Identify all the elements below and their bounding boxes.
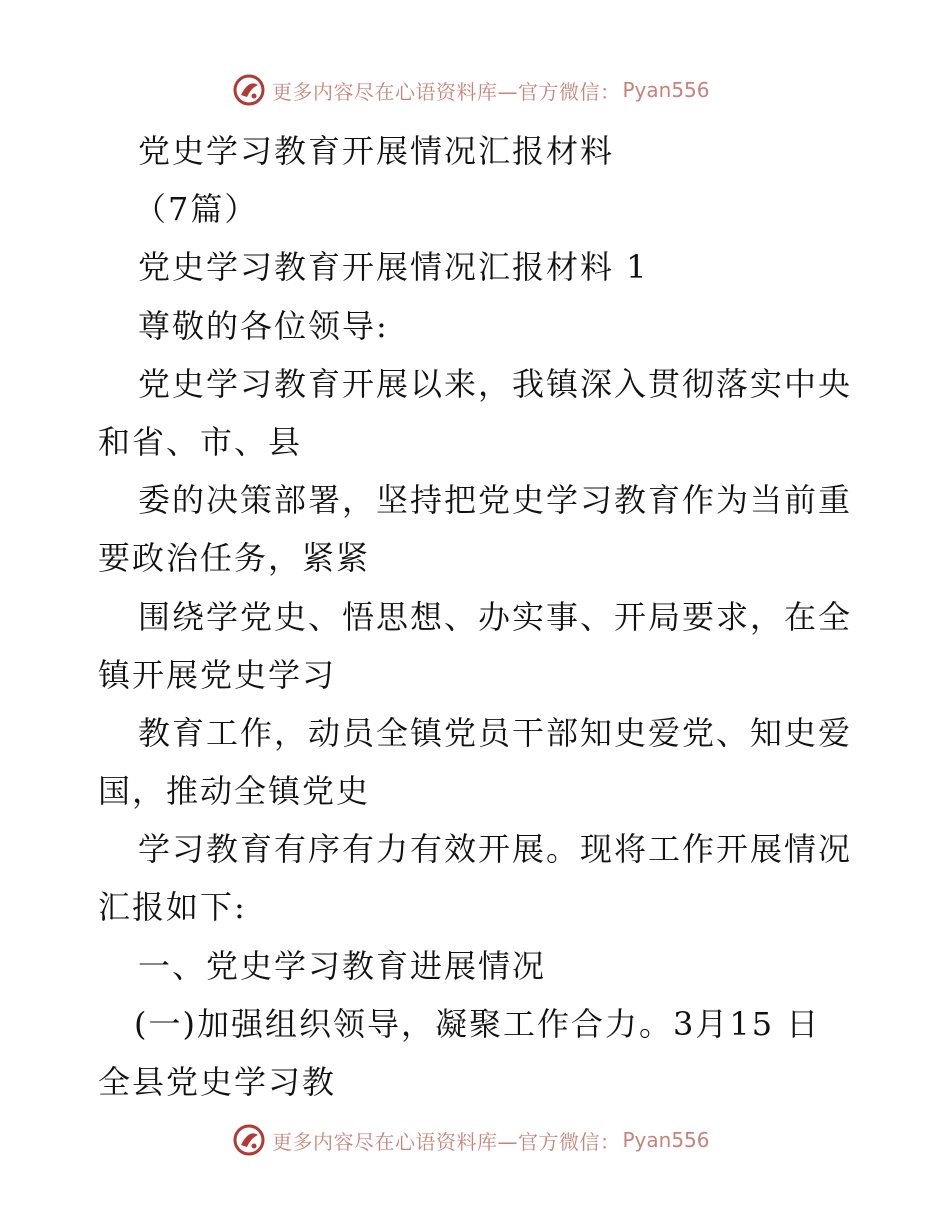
header-watermark [232, 70, 710, 110]
brand-logo-icon [232, 1123, 266, 1157]
document-subtitle: （7篇） [134, 190, 259, 229]
watermark-wechat-id: Pyan556 [622, 1128, 710, 1152]
paragraph-line: 和省、市、县 [98, 422, 303, 461]
paragraph-line: 汇报如下: [98, 888, 247, 927]
paragraph-line: 全县党史学习教 [98, 1063, 337, 1101]
watermark-text: 更多内容尽在心语资料库—官方微信： [272, 1129, 621, 1154]
paragraph-line: 学习教育有序有力有效开展。现将工作开展情况 [138, 830, 853, 869]
paragraph-line: 镇开展党史学习 [98, 655, 337, 694]
document-title: 党史学习教育开展情况汇报材料 [138, 132, 615, 170]
document-body [98, 122, 858, 1111]
paragraph-line: 围绕学党史、悟思想、办实事、开局要求，在全 [138, 597, 853, 636]
brand-logo-icon [232, 73, 266, 107]
footer-watermark [232, 1120, 710, 1160]
subheading-line: (一)加强组织领导，凝聚工作合力。3月15 日 [134, 1004, 821, 1043]
paragraph-line: 国，推动全镇党史 [98, 772, 371, 811]
paragraph-line: 教育工作，动员全镇党员干部知史爱党、知史爱 [138, 713, 853, 752]
paragraph-line: 党史学习教育开展以来，我镇深入贯彻落实中央 [138, 364, 853, 403]
watermark-wechat-id: Pyan556 [622, 78, 710, 102]
heading-section-1: 一、党史学习教育进展情况 [138, 946, 547, 985]
paragraph-line: 委的决策部署，坚持把党史学习教育作为当前重 [138, 481, 853, 520]
section-title: 党史学习教育开展情况汇报材料 1 [138, 248, 649, 287]
salutation: 尊敬的各位领导: [138, 306, 389, 345]
paragraph-line: 要政治任务，紧紧 [98, 539, 371, 578]
watermark-text: 更多内容尽在心语资料库—官方微信： [272, 79, 621, 104]
